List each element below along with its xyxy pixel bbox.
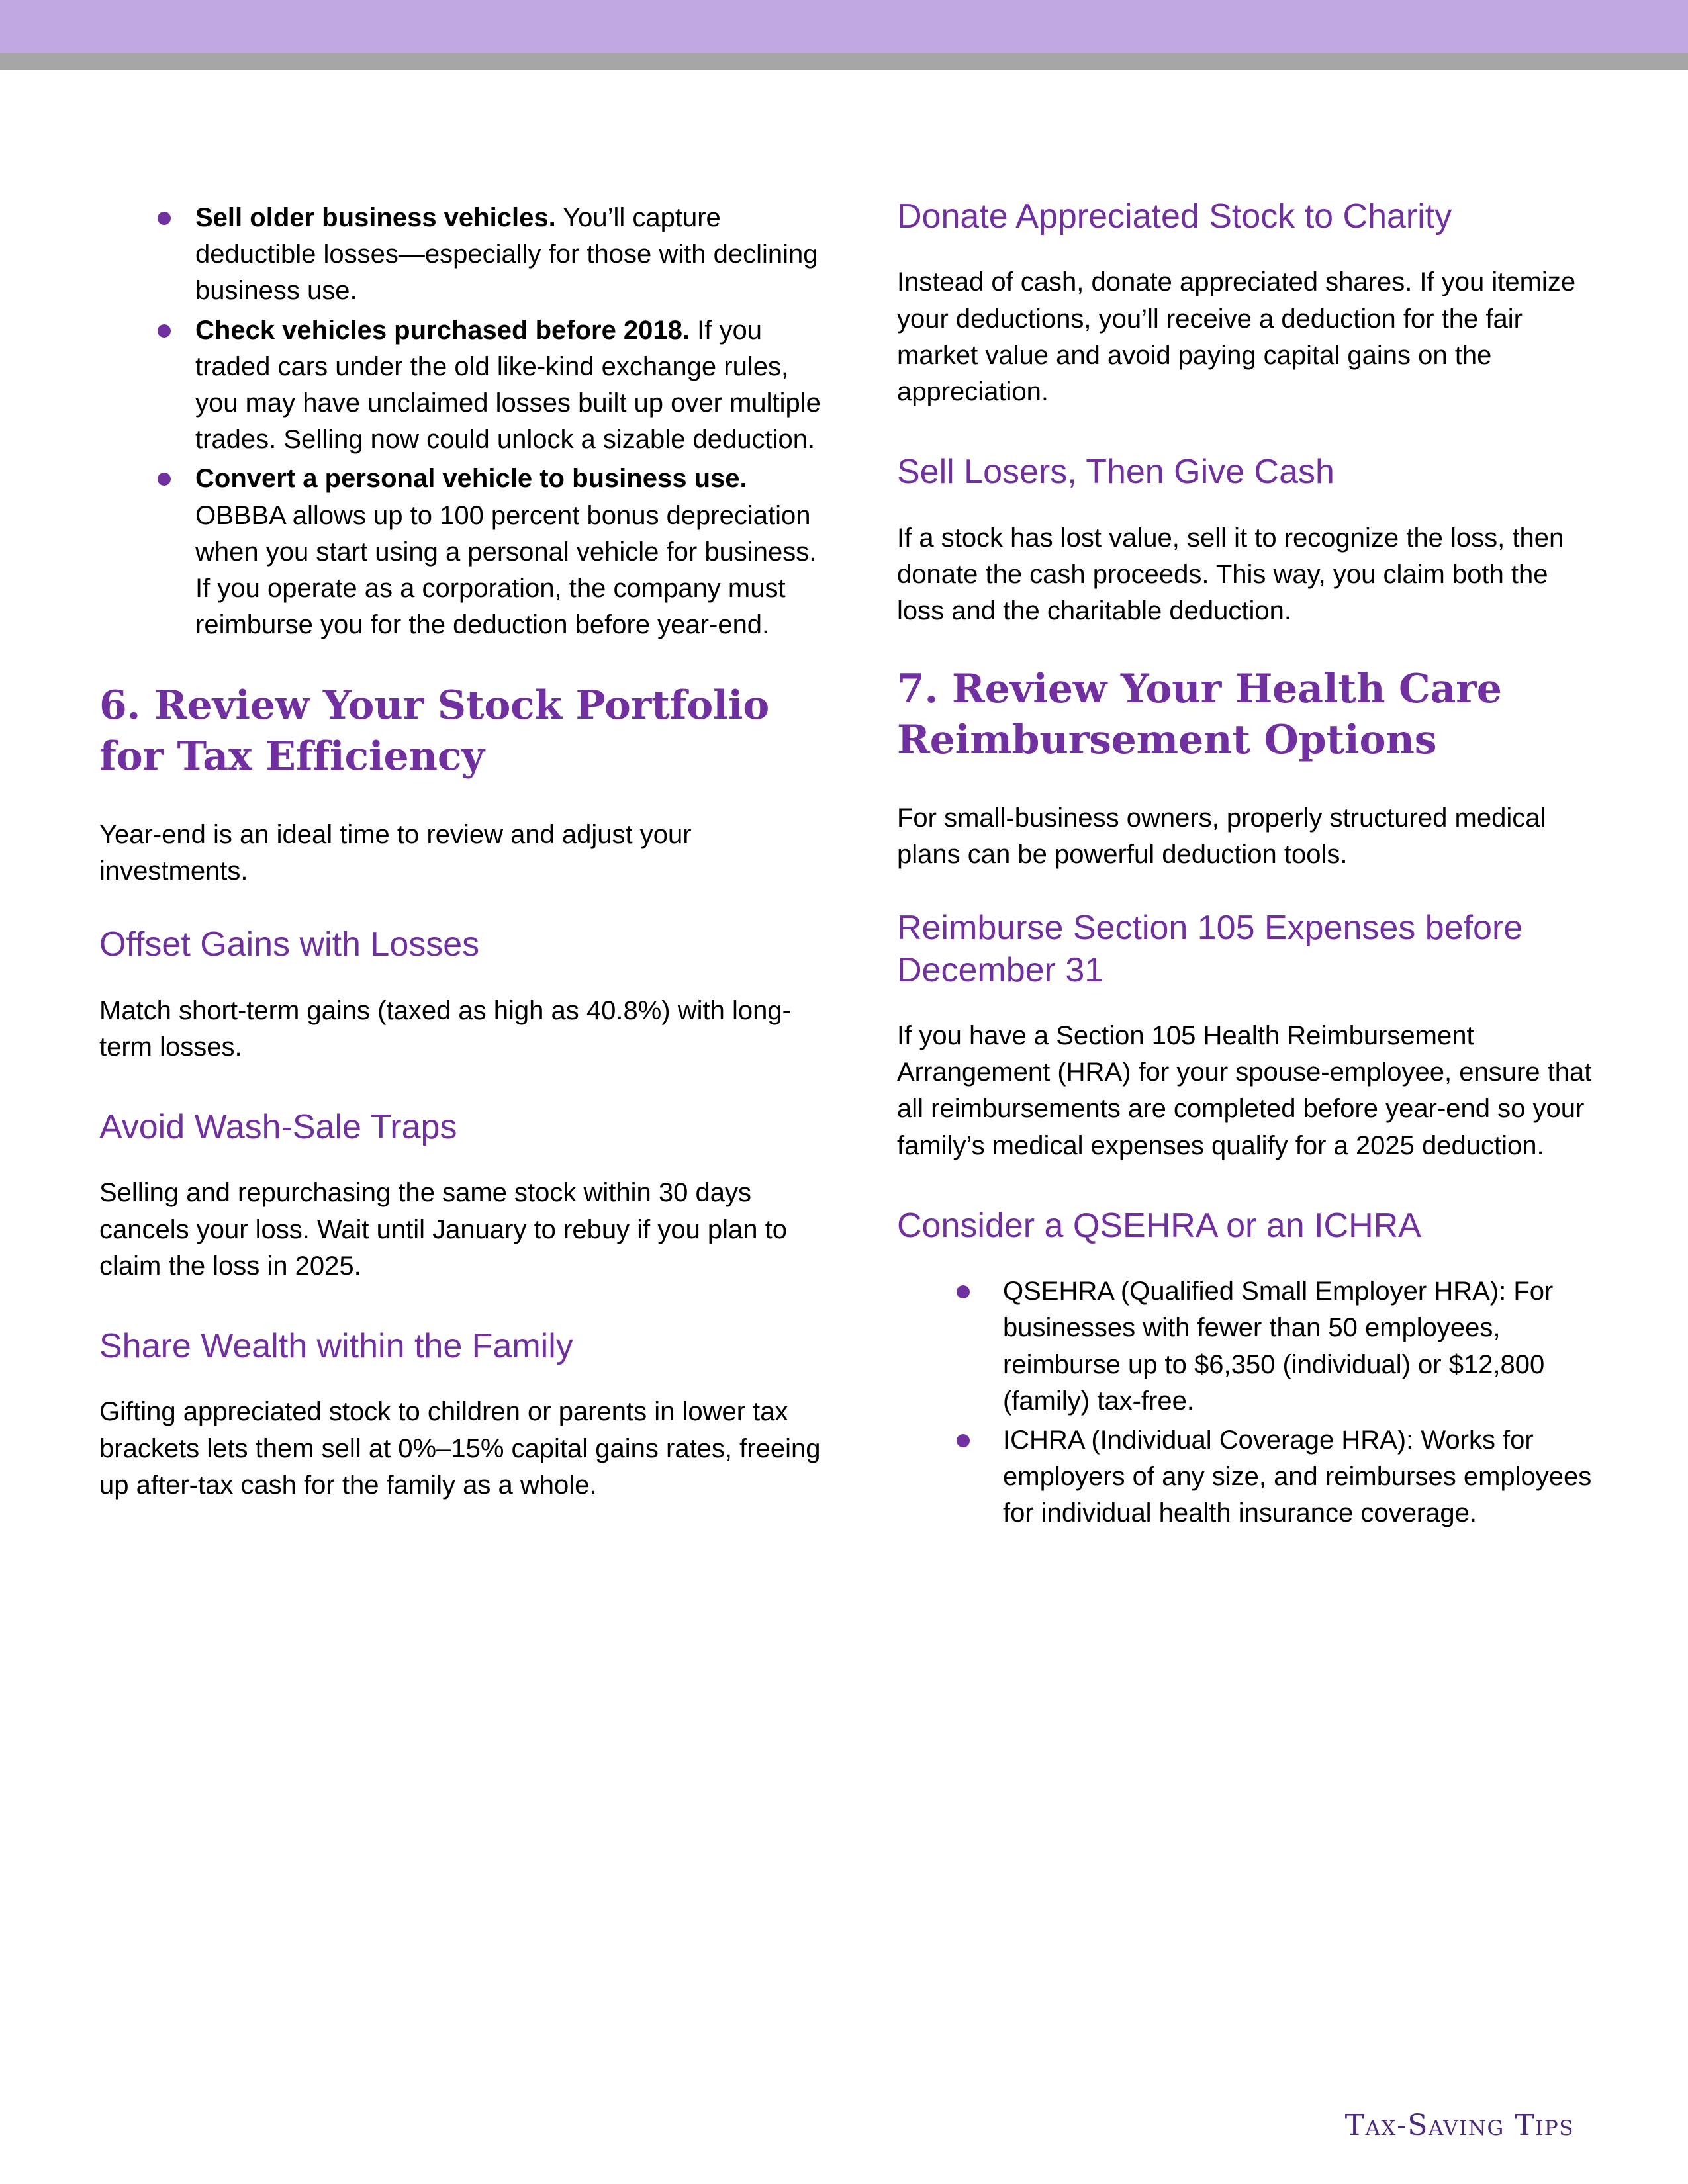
section-heading-7: 7. Review Your Health Care Reimbursement Options bbox=[897, 666, 1502, 763]
subheading-wash-sale: Avoid Wash-Sale Traps bbox=[99, 1108, 457, 1147]
spacer bbox=[99, 1148, 824, 1175]
spacer bbox=[99, 1285, 824, 1326]
subheading-share-wealth: Share Wealth within the Family bbox=[99, 1327, 573, 1366]
subheading-section-105: Reimburse Section 105 Expenses before December 31 bbox=[897, 909, 1523, 989]
spacer bbox=[897, 766, 1602, 800]
spacer bbox=[99, 889, 824, 924]
list-item-text: QSEHRA (Qualified Small Employer HRA): For businesses with fewer than 50 employees, reimburse up to $6,350 (individual) or $12,800 (family) tax-free. bbox=[1003, 1277, 1554, 1416]
section-7-intro: For small-business owners, properly structured medical plans can be powerful deduction tools. bbox=[897, 803, 1546, 869]
paragraph-offset-gains: Match short-term gains (taxed as high as 40.8%) with long-term losses. bbox=[99, 995, 791, 1062]
spacer bbox=[897, 410, 1602, 451]
spacer bbox=[897, 629, 1602, 664]
spacer bbox=[99, 966, 824, 993]
spacer bbox=[897, 1164, 1602, 1205]
bullet-dot-icon bbox=[957, 1285, 970, 1298]
subheading-sell-losers: Sell Losers, Then Give Cash bbox=[897, 453, 1335, 492]
footer-brand: Tax-Saving Tips bbox=[1344, 2109, 1574, 2142]
vehicle-tips-list bbox=[99, 200, 824, 643]
bullet-dot-icon bbox=[158, 212, 171, 225]
spacer bbox=[99, 1066, 824, 1107]
paragraph-donate-stock: Instead of cash, donate appreciated shares. If you itemize your deductions, you’ll receive a deduction for the fair market value and avoid paying capital gains on the appreciation. bbox=[897, 267, 1576, 406]
list-item-text: If you traded cars under the old like-kind exchange rules, you may have unclaimed losses built up over multiple trades. Selling now could unlock a sizable deduction. bbox=[195, 315, 821, 455]
spacer bbox=[897, 873, 1602, 907]
paragraph-share-wealth: Gifting appreciated stock to children or parents in lower tax brackets lets them sell at 0%–15% capital gains rates, freeing up after-tax cash for the family as a whole. bbox=[99, 1397, 821, 1500]
paragraph-wash-sale: Selling and repurchasing the same stock within 30 days cancels your loss. Wait until January to rebuy if you plan to claim the loss in 2025. bbox=[99, 1178, 788, 1281]
list-item-lead: Sell older business vehicles. bbox=[195, 203, 556, 232]
paragraph-sell-losers: If a stock has lost value, sell it to recognize the loss, then donate the cash proceeds. This way, you claim both the loss and the charitable deduction. bbox=[897, 523, 1564, 625]
spacer bbox=[897, 238, 1602, 264]
hra-options-list bbox=[897, 1273, 1602, 1531]
subheading-qsehra-ichra: Consider a QSEHRA or an ICHRA bbox=[897, 1206, 1421, 1245]
subheading-offset-gains: Offset Gains with Losses bbox=[99, 925, 480, 964]
paragraph-section-105: If you have a Section 105 Health Reimbursement Arrangement (HRA) for your spouse-employee, ensure that all reimbursements are completed before year-end so your family’s medical expenses qualify for a 2025 deduction. bbox=[897, 1021, 1592, 1160]
list-item-lead: Convert a personal vehicle to business use. bbox=[195, 464, 747, 494]
left-column bbox=[99, 200, 824, 1504]
list-item-text: ICHRA (Individual Coverage HRA): Works for employers of any size, and reimburses employees for individual health insurance coverage. bbox=[1003, 1425, 1592, 1528]
header-band-gray bbox=[0, 53, 1688, 70]
spacer bbox=[99, 782, 824, 817]
right-column bbox=[897, 196, 1602, 1535]
list-item bbox=[897, 1273, 1602, 1420]
bullet-dot-icon bbox=[957, 1434, 970, 1447]
spacer bbox=[99, 1367, 824, 1394]
bullet-dot-icon bbox=[158, 473, 171, 486]
list-item bbox=[897, 1422, 1602, 1532]
list-item bbox=[99, 312, 824, 459]
spacer bbox=[897, 1247, 1602, 1273]
section-heading-6: 6. Review Your Stock Portfolio for Tax Efficiency bbox=[99, 682, 770, 780]
list-item-text: OBBBA allows up to 100 percent bonus depreciation when you start using a personal vehicle for business. If you operate as a corporation, the company must reimburse you for the deduction before year-end. bbox=[195, 500, 817, 640]
page-content bbox=[0, 70, 1688, 2184]
section-6-intro: Year-end is an ideal time to review and adjust your investments. bbox=[99, 819, 692, 886]
list-item bbox=[99, 461, 824, 643]
spacer bbox=[897, 991, 1602, 1018]
list-item-text: You’ll capture deductible losses—especially for those with declining business use. bbox=[195, 203, 818, 306]
list-item bbox=[99, 200, 824, 310]
spacer bbox=[897, 494, 1602, 520]
header-band-purple bbox=[0, 0, 1688, 53]
spacer bbox=[99, 646, 824, 680]
bullet-dot-icon bbox=[158, 324, 171, 338]
list-item-lead: Check vehicles purchased before 2018. bbox=[195, 315, 690, 345]
subheading-donate-stock: Donate Appreciated Stock to Charity bbox=[897, 197, 1452, 236]
